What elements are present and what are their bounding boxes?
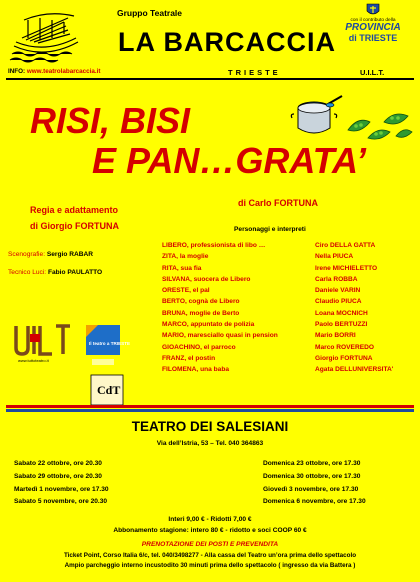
pot-icon [288,92,344,140]
dates-right-column [263,458,366,509]
uilt-caption: www.tuttoteatro.it [18,358,49,363]
show-title-line2: E PAN…GRATA’ [92,140,367,181]
province-logo [333,3,413,43]
association-label: U.I.L.T. [360,68,385,77]
price-line: Interi 9,00 € - Ridotti 7,00 € [168,516,252,523]
cast-actor: Paolo BERTUZZI [315,321,368,329]
province-line1: con il contributo della [350,18,396,23]
cast-role: MARIO, maresciallo quasi in pension [162,332,278,340]
cast-actor: Loana MOCNICH [315,309,368,317]
cast-row [162,285,414,296]
booking-line2: Ampio parcheggio interno incustodito 30 minuti prima dello spettacolo ( ingresso da via Battera ) [64,562,356,569]
cast-role: RITA, sua fia [162,264,202,272]
cast-actor: Claudio PIUCA [315,298,362,306]
booking-title: PRENOTAZIONE DEI POSTI E PREVENDITA [141,541,279,548]
venue-address: Via dell’Istria, 53 – Tel. 040 364863 [156,440,264,447]
venue-name: TEATRO DEI SALESIANI [131,419,289,434]
cast-role: SILVANA, suocera de Libero [162,275,251,283]
credit-name: Fabio PAULATTO [47,269,103,276]
direction-credit [30,202,119,234]
cast-actor: Mario BORRI [315,332,356,340]
technical-credits [8,246,102,282]
cast-role: LIBERO, professionista di libo … [162,242,266,249]
booking-line1: Ticket Point, Corso Italia 6/c, tel. 040/3498277 - Alla cassa del Teatro un’ora prima dello spettacolo [63,552,357,559]
cast-row [162,251,414,262]
direction-line2: di Giorgio FORTUNA [30,221,119,231]
show-title-line1: RISI, BISI [30,100,191,141]
red-stripe [6,405,414,408]
credit-row [8,264,102,282]
province-line3: di TRIESTE [348,32,398,43]
credit-row [8,246,102,264]
subscription-line: Abbonamento stagione: intero 80 € - ridotto e soci COOP 60 € [113,527,307,534]
cast-row [162,319,414,330]
cast-actor: Agata DELLUNIVERSITA' [315,366,394,374]
province-crest-icon [366,3,380,17]
cast-role: BRUNA, moglie de Berto [162,309,240,317]
blue-stripe [6,409,414,412]
uilt-logo-icon [12,322,74,364]
cast-row [162,274,414,285]
cast-row [162,364,414,375]
cast-row [162,263,414,274]
peas-icon [344,108,414,142]
cast-actor: Nella PIUCA [315,253,354,261]
cast-actor: Giorgio FORTUNA [315,354,373,362]
website-link[interactable]: www.teatrolabarcaccia.it [26,68,101,75]
credit-label: Scenografie: [8,251,47,258]
cast-role: ORESTE, el pal [162,287,210,295]
cast-role: ZITA, la moglie [162,253,209,261]
cast-role: MARCO, appuntato de polizia [162,321,255,329]
cast-actor: Marco ROVEREDO [315,343,374,351]
cdt-logo-icon [90,374,124,406]
date-row: Sabato 5 novembre, ore 20.30 [14,498,108,506]
cast-row [162,296,414,307]
cast-row [162,342,414,353]
cast-actor: Daniele VARIN [315,287,361,295]
credit-label: Tecnico Luci: [8,269,48,276]
date-row: Martedì 1 novembre, ore 17.30 [14,485,109,493]
cast-role: FILOMENA, una baba [162,366,230,374]
direction-line1: Regia e adattamento [30,205,119,215]
date-row: Domenica 23 ottobre, ore 17.30 [263,460,361,467]
cast-row [162,240,414,251]
date-row: Domenica 30 ottobre, ore 17.30 [263,472,361,480]
cast-actor: Ciro DELLA GATTA [315,242,376,249]
cast-role: GIOACHINO, el parroco [162,343,236,351]
group-label: Gruppo Teatrale [117,8,183,18]
info-line [8,68,101,75]
date-row: Sabato 29 ottobre, ore 20.30 [14,472,102,480]
date-row: Domenica 6 novembre, ore 17.30 [263,498,366,506]
credit-name: Sergio RABAR [46,251,94,258]
teatro-trieste-logo-icon [86,325,131,369]
city-label: TRIESTE [228,68,281,77]
info-label: INFO: [8,68,26,75]
cast-row [162,353,414,364]
date-row: Sabato 22 ottobre, ore 20.30 [14,460,102,467]
date-row: Giovedì 3 novembre, ore 17.30 [263,485,359,493]
fenice-text: Il teatro a TRIESTE [89,341,131,346]
dates-left-column [14,458,109,509]
cast-actor: Irene MICHIELETTO [315,264,378,272]
cast-role: FRANZ, el postin [162,354,216,362]
cast-actor: Carla ROBBA [315,275,358,283]
boat-logo-icon [8,8,83,68]
cast-header: Personaggi e interpreti [234,226,306,233]
cast-row [162,308,414,319]
cdt-text: CdT [97,383,121,397]
cast-row [162,330,414,341]
province-line2: PROVINCIA [345,22,401,34]
company-title: LA BARCACCIA [118,27,336,57]
cast-role: BERTO, cognà de Libero [162,298,240,306]
header-divider [6,78,414,80]
author-credit: di Carlo FORTUNA [238,198,318,208]
cast-list [162,240,414,376]
